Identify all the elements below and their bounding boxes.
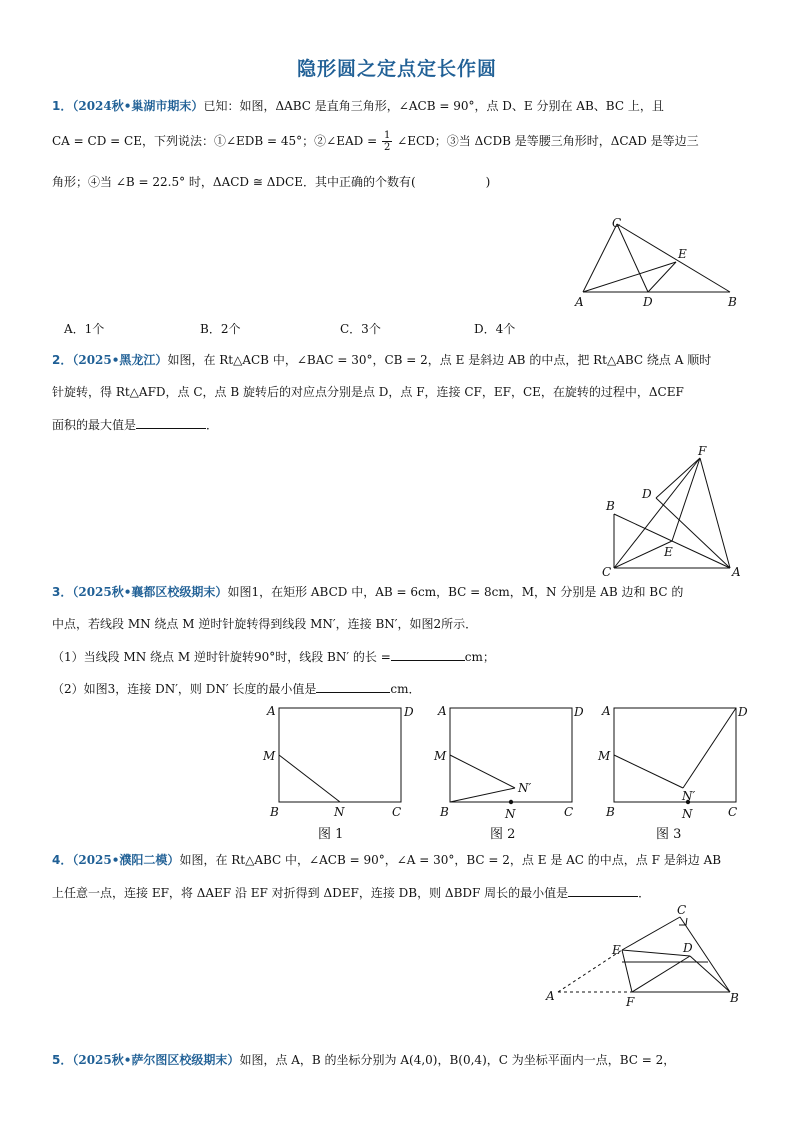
label-D: D [404, 705, 414, 719]
q5-line1: 5．（2025秋•萨尔图区校级期末）如图，点 A，B 的坐标分别为 A(4,0)，B(0,4)，C 为坐标平面内一点，BC = 2， [52, 1053, 676, 1067]
q3-line1: 3．（2025秋•襄都区校级期末）如图1，在矩形 ABCD 中，AB = 6cm，BC = 8cm，M，N 分别是 AB 边和 BC 的 [52, 585, 684, 599]
page-title: 隐形圆之定点定长作圆 [296, 58, 497, 80]
label-A: A [546, 989, 555, 1003]
label-B: B [606, 805, 615, 819]
label-N: N [334, 805, 345, 819]
q2-line3: 面积的最大值是 ． [52, 418, 219, 432]
label-D: D [643, 295, 653, 309]
label-A: A [575, 295, 584, 309]
q4-line2: 上任意一点，连接 EF，将 ΔAEF 沿 EF 对折得到 ΔDEF，连接 DB，则 ΔBDF 周长的最小值是 ． [52, 886, 651, 900]
q3-figure-3 [596, 702, 756, 842]
label-C: C [728, 805, 738, 819]
q1-option-d: D．4个 [474, 322, 516, 336]
label-A: A [267, 704, 276, 718]
label-B: B [440, 805, 449, 819]
label-N-prime: N′ [682, 789, 696, 803]
q3-part1: （1）当线段 MN 绕点 M 逆时针旋转90°时，线段 BN′ 的长 = cm； [52, 650, 495, 664]
label-D: D [642, 487, 652, 501]
q3-figure-2 [432, 702, 592, 842]
label-C: C [564, 805, 574, 819]
point-N [509, 800, 513, 804]
label-N-prime: N′ [518, 781, 532, 795]
label-E: E [612, 943, 621, 957]
label-E: E [664, 545, 673, 559]
caption-fig-2: 图 2 [490, 827, 516, 842]
q2-line2: 针旋转，得 Rt△AFD，点 C，点 B 旋转后的对应点分别是点 D，点 F，连接 CF，EF，CE，在旋转的过程中，ΔCEF [52, 385, 684, 399]
q3-line2: 中点，若线段 MN 绕点 M 逆时针旋转得到线段 MN′，连接 BN′，如图2所示． [52, 617, 478, 631]
q1-line2: CA = CD = CE，下列说法：①∠EDB = 45°；②∠EAD = $\frac{1}{2}$ ∠ECD；③当 ΔCDB 是等腰三角形时，ΔCAD 是等边三 [52, 130, 699, 153]
q1-option-a: A．1个 [64, 322, 105, 336]
q1-option-c: C．3个 [340, 322, 381, 336]
q3-part2: （2）如图3，连接 DN′，则 DN′ 长度的最小值是 cm． [52, 682, 421, 696]
label-D: D [574, 705, 584, 719]
label-C: C [612, 216, 622, 230]
label-D: D [738, 705, 748, 719]
caption-fig-3: 图 3 [656, 827, 682, 842]
q3-figure-1 [262, 702, 412, 842]
label-C: C [677, 903, 687, 917]
label-C: C [392, 805, 402, 819]
label-A: A [438, 704, 447, 718]
label-M: M [434, 749, 447, 763]
label-B: B [270, 805, 279, 819]
q2-figure [596, 440, 756, 580]
label-B: B [730, 991, 739, 1005]
label-A: A [602, 704, 611, 718]
label-A: A [732, 565, 741, 579]
caption-fig-1: 图 1 [318, 827, 344, 842]
label-C: C [602, 565, 612, 579]
q4-figure [540, 900, 750, 1010]
q1-line3: 角形；④当 ∠B = 22.5° 时，ΔACD ≅ ΔDCE．其中正确的个数有( ) [52, 175, 491, 189]
label-F: F [698, 444, 707, 458]
label-B: B [728, 295, 737, 309]
q1-option-b: B．2个 [200, 322, 241, 336]
label-E: E [678, 247, 687, 261]
label-B: B [606, 499, 615, 513]
label-N: N [505, 807, 516, 821]
q2-line1: 2．（2025•黑龙江）如图，在 Rt△ACB 中，∠BAC = 30°，CB = 2，点 E 是斜边 AB 的中点，把 Rt△ABC 绕点 A 顺时 [52, 353, 712, 367]
q1-figure [570, 214, 750, 314]
label-M: M [598, 749, 611, 763]
label-F: F [626, 995, 635, 1009]
label-N: N [682, 807, 693, 821]
fraction: $\frac{1}{2}$ [383, 130, 391, 153]
label-D: D [683, 941, 693, 955]
q4-line1: 4．（2025•濮阳二模）如图，在 Rt△ABC 中，∠ACB = 90°，∠A = 30°，BC = 2，点 E 是 AC 的中点，点 F 是斜边 AB [52, 853, 722, 867]
label-M: M [263, 749, 276, 763]
q1-line1: 1．（2024秋•巢湖市期末）已知：如图，ΔABC 是直角三角形，∠ACB = 90°，点 D、E 分别在 AB、BC 上，且 [52, 99, 664, 113]
